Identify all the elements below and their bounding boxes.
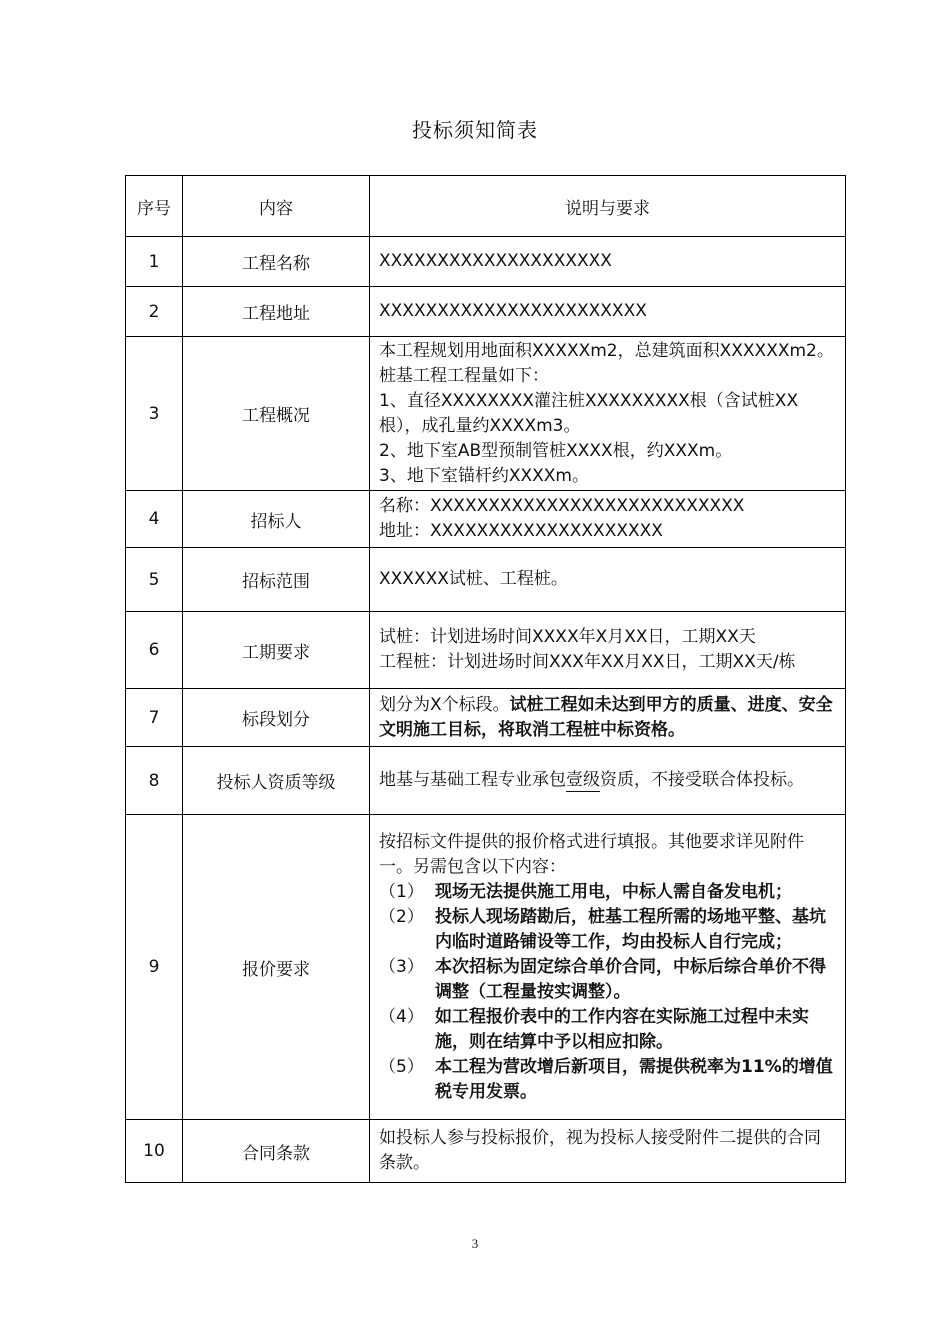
- description-line: 如投标人参与投标报价，视为投标人接受附件二提供的合同条款。: [379, 1128, 821, 1173]
- table-row: [126, 237, 846, 287]
- list-item: [379, 1055, 837, 1105]
- row-number: 7: [126, 689, 183, 747]
- page-number: 3: [471, 1236, 479, 1251]
- description-line: 名称：XXXXXXXXXXXXXXXXXXXXXXXXXXX: [379, 496, 745, 516]
- row-topic: 招标人: [183, 491, 370, 548]
- header-desc: 说明与要求: [370, 176, 846, 237]
- table-row: [126, 815, 846, 1120]
- list-item: [379, 1005, 837, 1055]
- row-topic: 标段划分: [183, 689, 370, 747]
- table-row: [126, 1120, 846, 1183]
- description-line: XXXXXX试桩、工程桩。: [379, 569, 568, 589]
- description-line: 1、直径XXXXXXXX灌注桩XXXXXXXXX根（含试桩XX根），成孔量约XXXXm3。: [379, 390, 799, 436]
- table-row: [126, 337, 846, 491]
- row-description: [370, 337, 846, 491]
- row-number: 5: [126, 548, 183, 612]
- table-row: [126, 287, 846, 337]
- item-text: 投标人现场踏勘后，桩基工程所需的场地平整、基坑内临时道路铺设等工作，均由投标人自行完成；: [435, 906, 826, 952]
- item-text: 本工程为营改增后新项目，需提供税率为11%的增值税专用发票。: [435, 1056, 833, 1102]
- description-line: XXXXXXXXXXXXXXXXXXXX: [379, 251, 612, 271]
- description-line: XXXXXXXXXXXXXXXXXXXXXXX: [379, 301, 647, 321]
- description-line: 3、地下室锚杆约XXXXm。: [379, 465, 589, 486]
- table-row: [126, 689, 846, 747]
- plain-text: 地基与基础工程专业承包: [379, 770, 566, 790]
- row-topic: 工程名称: [183, 237, 370, 287]
- row-topic: 投标人资质等级: [183, 747, 370, 815]
- item-text: 现场无法提供施工用电，中标人需自备发电机；: [435, 881, 792, 902]
- row-topic: 工程地址: [183, 287, 370, 337]
- row-number: 2: [126, 287, 183, 337]
- row-number: 1: [126, 237, 183, 287]
- table-row: [126, 548, 846, 612]
- underlined-text: 壹级: [566, 770, 600, 790]
- plain-text: 资质，不接受联合体投标。: [600, 770, 804, 790]
- row-description: [370, 287, 846, 337]
- row-description: [370, 548, 846, 612]
- row-description: [370, 612, 846, 689]
- list-item: [379, 905, 837, 955]
- row-description: [370, 747, 846, 815]
- item-text: 如工程报价表中的工作内容在实际施工过程中未实施，则在结算中予以相应扣除。: [435, 1006, 809, 1052]
- list-item: [379, 955, 837, 1005]
- description-line: 2、地下室AB型预制管桩XXXX根，约XXXm。: [379, 440, 733, 461]
- row-description: [370, 689, 846, 747]
- description-line: 工程桩：计划进场时间XXX年XX月XX日，工期XX天/栋: [379, 652, 796, 672]
- description-line: 试桩：计划进场时间XXXX年X月XX日，工期XX天: [379, 627, 756, 647]
- row-topic: 工期要求: [183, 612, 370, 689]
- bold-text: 试桩工程如未达到甲方的质量、进度、安全文明施工目标，将取消工程桩中标资格。: [379, 694, 833, 740]
- list-item: [379, 880, 837, 905]
- description-line: 本工程规划用地面积XXXXXm2，总建筑面积XXXXXXm2。桩基工程工程量如下：: [379, 340, 834, 386]
- item-label: （4）: [379, 1006, 424, 1027]
- intro-text: 按招标文件提供的报价格式进行填报。其他要求详见附件一。另需包含以下内容：: [379, 831, 804, 877]
- row-number: 10: [126, 1120, 183, 1183]
- item-label: （2）: [379, 906, 424, 927]
- row-number: 8: [126, 747, 183, 815]
- row-topic: 工程概况: [183, 337, 370, 491]
- header-no: 序号: [126, 176, 183, 237]
- row-description: [370, 237, 846, 287]
- row-description: [370, 1120, 846, 1183]
- header-content: 内容: [183, 176, 370, 237]
- item-label: （1）: [379, 881, 424, 902]
- row-number: 6: [126, 612, 183, 689]
- row-number: 4: [126, 491, 183, 548]
- table-header-row: [126, 176, 846, 237]
- item-label: （5）: [379, 1056, 424, 1077]
- row-topic: 合同条款: [183, 1120, 370, 1183]
- table-row: [126, 491, 846, 548]
- table-row: [126, 612, 846, 689]
- row-topic: 招标范围: [183, 548, 370, 612]
- row-description: [370, 815, 846, 1120]
- row-topic: 报价要求: [183, 815, 370, 1120]
- table-row: [126, 747, 846, 815]
- row-description: [370, 491, 846, 548]
- document-title: 投标须知简表: [412, 118, 538, 142]
- item-text: 本次招标为固定综合单价合同，中标后综合单价不得调整（工程量按实调整）。: [435, 956, 826, 1002]
- row-number: 3: [126, 337, 183, 491]
- description-line: 地址：XXXXXXXXXXXXXXXXXXXX: [379, 521, 663, 541]
- bid-instructions-table: [125, 175, 846, 1183]
- plain-text: 划分为X个标段。: [379, 694, 510, 715]
- item-label: （3）: [379, 956, 424, 977]
- row-number: 9: [126, 815, 183, 1120]
